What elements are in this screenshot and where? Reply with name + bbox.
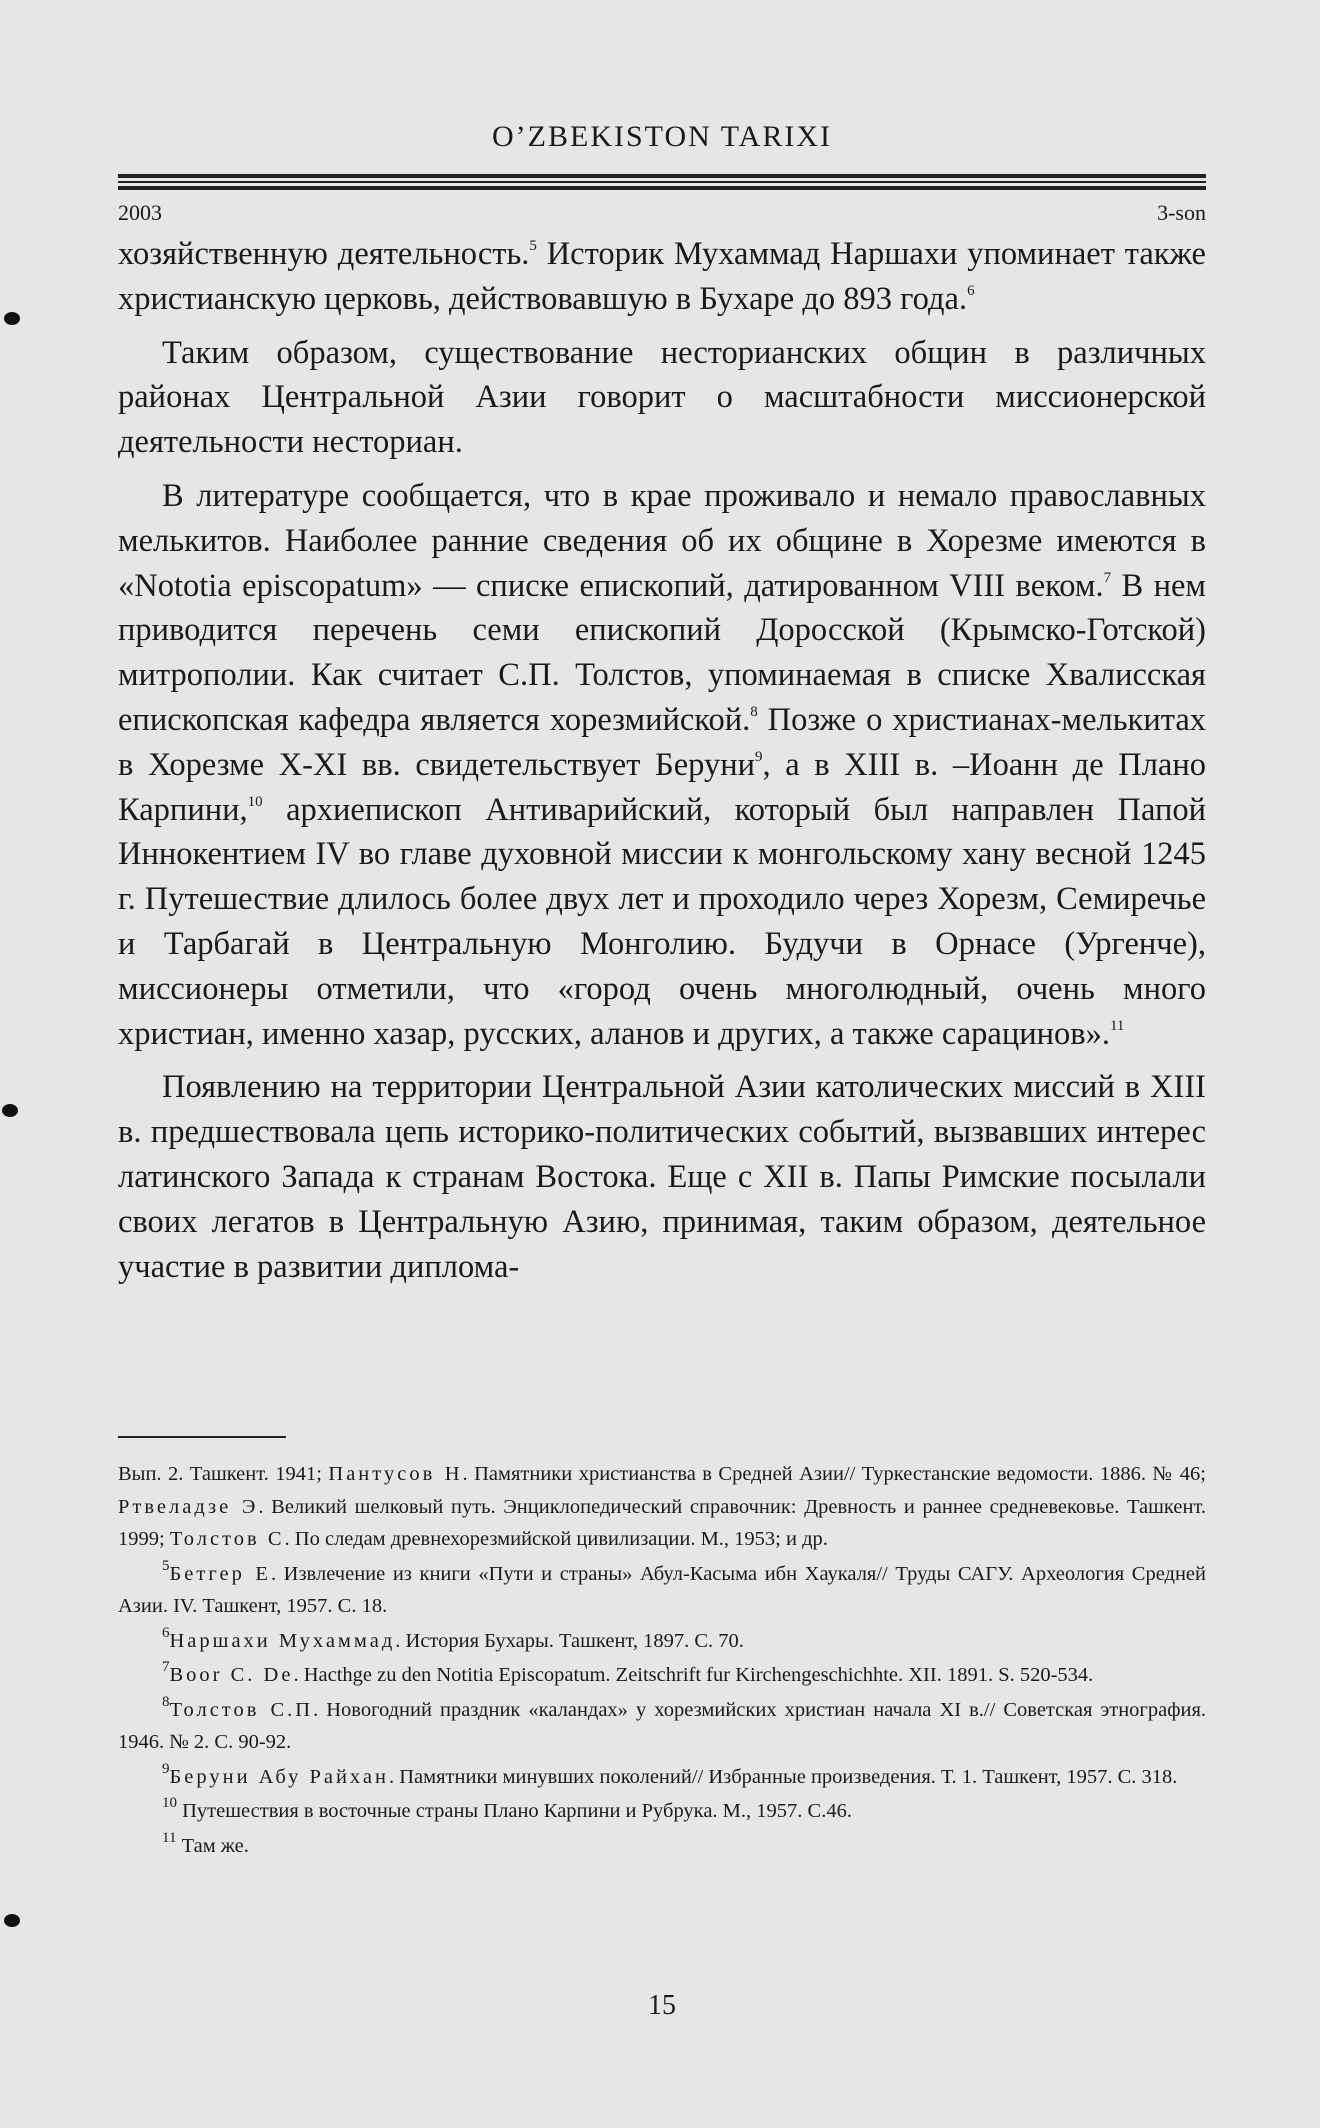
footnotes bbox=[118, 1458, 1206, 1864]
paragraph bbox=[118, 232, 1206, 322]
text-run: В литературе сообщается, что в крае проживало и немало православных мелькитов. Наиболее ранние сведения об их общине в Хорезме имеются в «Nototia episcopatum» — списке епископий, датированном VIII веком. bbox=[118, 477, 1206, 604]
footnote-5 bbox=[118, 1558, 1206, 1623]
header-rule bbox=[118, 174, 1206, 178]
footnote-ref: 9 bbox=[162, 1760, 170, 1777]
text-run: Появлению на территории Центральной Азии католических миссий в XIII в. предшествовала цепь историко-политических событий, вызвавших интерес латинского Запада к странам Востока. Еще с XII в. Папы Римские посылали своих легатов в Центральную Азию, принимая, таким образом, деятельное участие в развитии диплома- bbox=[118, 1069, 1206, 1285]
text-run: Путешествия в восточные страны Плано Карпини и Рубрука. М., 1957. С.46. bbox=[177, 1800, 852, 1822]
author-name: Бетгер Е bbox=[169, 1562, 271, 1585]
paragraph bbox=[118, 331, 1206, 465]
author-name: Boor C. De bbox=[169, 1664, 294, 1686]
text-run: . Новогодний праздник «каландах» у хорезмийских христиан начала XI в.// Советская этнография. 1946. № 2. С. 90-92. bbox=[118, 1698, 1207, 1753]
footnote-ref: 8 bbox=[162, 1693, 170, 1710]
issue-meta bbox=[118, 200, 1206, 226]
footnote-ref: 5 bbox=[162, 1557, 170, 1574]
footnote-divider bbox=[118, 1436, 286, 1438]
author-name: Ртвеладзе Э bbox=[118, 1495, 259, 1518]
journal-title: O’ZBEKISTON TARIXI bbox=[492, 120, 832, 153]
footnote-ref: 6 bbox=[162, 1624, 170, 1641]
text-run: . Великий шелковый путь. Энциклопедический справочник: Древность и раннее средневековье. Ташкент. 1999; bbox=[118, 1495, 1206, 1550]
punch-hole-icon bbox=[4, 1914, 20, 1927]
footnote-continued bbox=[118, 1458, 1206, 1556]
header-rule bbox=[118, 186, 1206, 190]
footnote-ref: 7 bbox=[162, 1659, 170, 1676]
author-name: Толстов С.П bbox=[169, 1698, 314, 1721]
footnote-10 bbox=[118, 1795, 1206, 1828]
text-run: Там же. bbox=[176, 1834, 249, 1857]
punch-hole-icon bbox=[2, 1104, 18, 1117]
article-body bbox=[118, 232, 1206, 1298]
text-run: хозяйственную деятельность. bbox=[118, 236, 530, 272]
footnote-ref: 5 bbox=[529, 238, 537, 255]
text-run: , а в XIII в. –Иоанн де Плано Карпини, bbox=[118, 746, 1206, 828]
footnote-7 bbox=[118, 1659, 1206, 1692]
text-run: . По следам древнехорезмийской цивилизации. М., 1953; и др. bbox=[284, 1528, 828, 1550]
footnote-ref: 11 bbox=[1109, 1017, 1125, 1034]
page-number: 15 bbox=[648, 1990, 676, 2021]
text-run: В нем приводится перечень семи епископий Доросской (Крымско-Готской) митрополии. Как считает С.П. Толстов, упоминаемая в списке Хвалисская епископская кафедра является хорезмийской. bbox=[118, 567, 1206, 738]
footnote-11 bbox=[118, 1830, 1206, 1863]
author-name: Толстов С bbox=[169, 1528, 285, 1550]
footnote-ref: 11 bbox=[162, 1829, 177, 1846]
text-run: . Памятники христианства в Средней Азии// Туркестанские ведомости. 1886. № 46; bbox=[462, 1463, 1206, 1485]
issue-year: 2003 bbox=[118, 200, 162, 225]
text-run: архиепископ Антиварийский, который был направлен Папой Иннокентием IV во главе духовной миссии к монгольскому хану весной 1245 г. Путешествие длилось более двух лет и проходило через Хорезм, Семиречье и Тарбагай в Центральную Монголию. Будучи в Орнасе (Ургенче), миссионеры отметили, что «город очень многолюдный, очень много христиан, именно хазар, русских, аланов и других, а также сарацинов». bbox=[118, 791, 1206, 1052]
text-run: Историк Мухаммад Наршахи упоминает также христианскую церковь, действовавшую в Бухаре до 893 года. bbox=[118, 236, 1206, 317]
header-rule bbox=[118, 181, 1206, 183]
author-name: Пантусов Н bbox=[328, 1463, 463, 1485]
footnote-ref: 9 bbox=[754, 748, 763, 765]
footnote-8 bbox=[118, 1694, 1206, 1759]
author-name: Беруни Абу Райхан bbox=[169, 1765, 389, 1788]
paragraph bbox=[118, 1065, 1206, 1289]
footnote-ref: 10 bbox=[162, 1795, 177, 1812]
author-name: Наршахи Мухаммад bbox=[169, 1629, 396, 1652]
text-run: Таким образом, существование несторианских общин в различных районах Центральной Азии говорит о масштабности миссионерской деятельности несториан. bbox=[118, 334, 1206, 461]
punch-hole-icon bbox=[4, 312, 20, 325]
text-run: Вып. 2. Ташкент. 1941; bbox=[118, 1463, 329, 1485]
footnote-ref: 6 bbox=[967, 282, 975, 299]
footnote-ref: 8 bbox=[750, 704, 758, 721]
text-run: . История Бухары. Ташкент, 1897. С. 70. bbox=[395, 1629, 744, 1652]
footnote-ref: 10 bbox=[247, 793, 263, 810]
issue-number: 3-son bbox=[1157, 200, 1206, 225]
text-run: . Памятники минувших поколений// Избранные произведения. Т. 1. Ташкент, 1957. С. 318. bbox=[388, 1765, 1178, 1788]
footnote-ref: 7 bbox=[1103, 569, 1112, 586]
text-run: Позже о христианах-мелькитах в Хорезме X-XI вв. свидетельствует Беруни bbox=[118, 701, 1206, 783]
footnote-9 bbox=[118, 1761, 1206, 1794]
text-run: . Hacthge zu den Notitia Episcopatum. Zeitschrift fur Kirchengeschichhte. XII. 1891. S. 520-534. bbox=[293, 1664, 1094, 1686]
paragraph bbox=[118, 474, 1206, 1056]
text-run: . Извлечение из книги «Пути и страны» Абул-Касыма ибн Хаукаля// Труды САГУ. Археология Средней Азии. IV. Ташкент, 1957. С. 18. bbox=[118, 1562, 1206, 1617]
footnote-6 bbox=[118, 1625, 1206, 1658]
